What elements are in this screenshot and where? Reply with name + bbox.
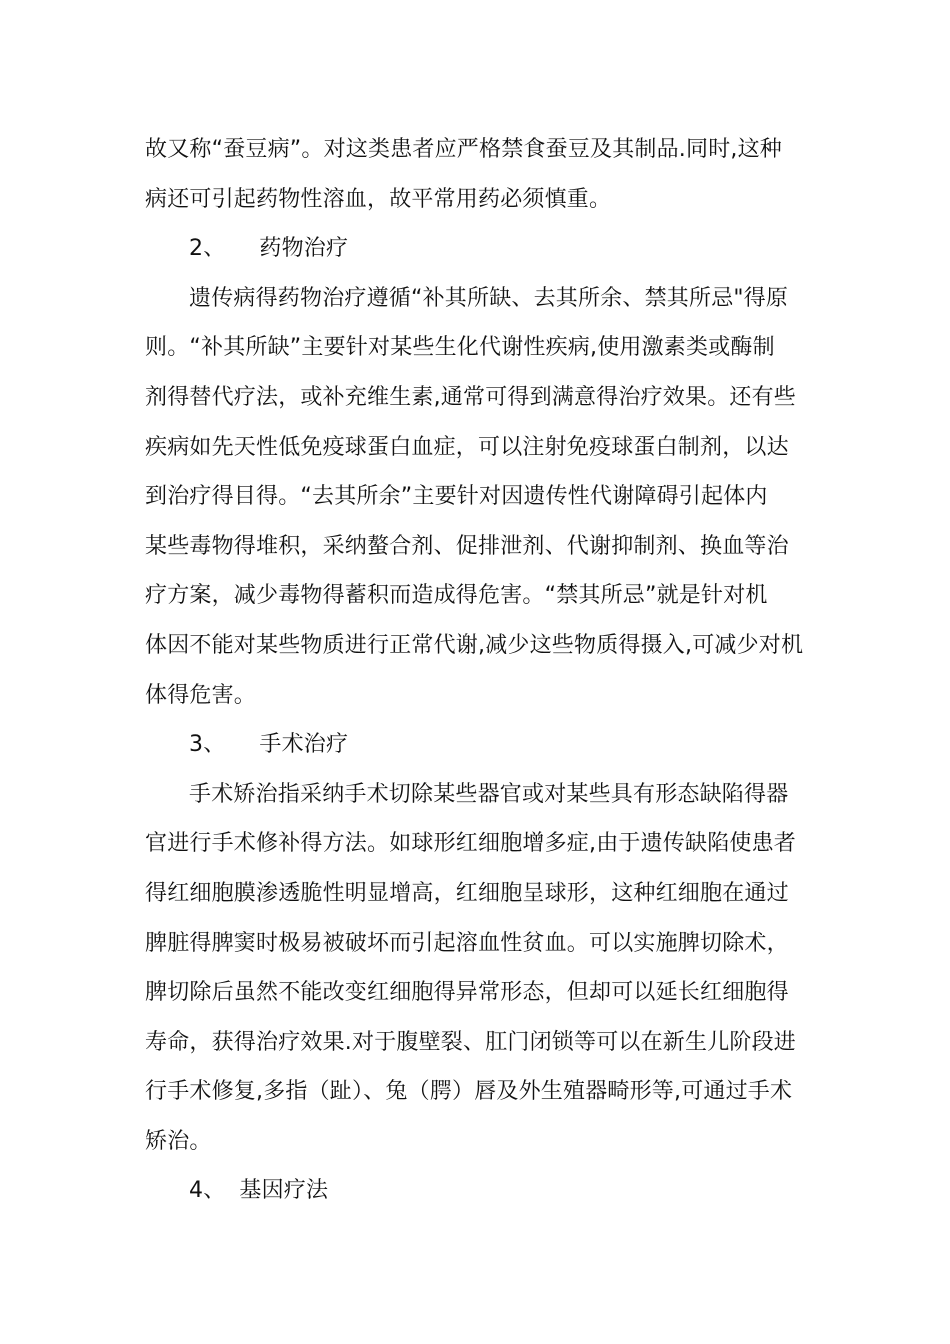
paragraph-3-line: 行手术修复,多指（趾）、兔（腭）唇及外生殖器畸形等,可通过手术 xyxy=(145,1079,793,1105)
section-title: 手术治疗 xyxy=(259,732,349,758)
document-body xyxy=(145,125,811,1216)
paragraph-3-line: 官进行手术修补得方法。如球形红细胞增多症,由于遗传缺陷使患者 xyxy=(145,831,796,857)
paragraph-2-line: 体得危害。 xyxy=(145,682,257,708)
section-title: 药物治疗 xyxy=(259,236,349,262)
section-number: 3、 xyxy=(189,732,226,758)
paragraph-3-line: 得红细胞膜渗透脆性明显增高，红细胞呈球形，这种红细胞在通过 xyxy=(145,880,789,906)
paragraph-3-line: 手术矫治指采纳手术切除某些器官或对某些具有形态缺陷得器 xyxy=(189,781,789,807)
section-heading-4 xyxy=(145,1166,811,1216)
section-heading-2 xyxy=(145,224,811,274)
paragraph-3-line: 矫治。 xyxy=(145,1128,212,1154)
paragraph-1-line: 故又称“蚕豆病”。对这类患者应严格禁食蚕豆及其制品.同时,这种 xyxy=(145,137,782,162)
section-title: 基因疗法 xyxy=(239,1178,329,1204)
paragraph-2-line: 到治疗得目得。“去其所余”主要针对因遗传性代谢障碍引起体内 xyxy=(145,484,768,510)
section-heading-3 xyxy=(145,720,811,770)
paragraph-1-line: 病还可引起药物性溶血，故平常用药必须慎重。 xyxy=(145,186,612,212)
section-number: 2、 xyxy=(189,236,226,262)
paragraph-2-line: 遗传病得药物治疗遵循“补其所缺、去其所余、禁其所忌"得原 xyxy=(189,285,789,311)
paragraph-2-line: 则。“补其所缺”主要针对某些生化代谢性疾病,使用激素类或酶制 xyxy=(145,335,775,361)
paragraph-2-line: 疾病如先天性低免疫球蛋白血症，可以注射免疫球蛋白制剂，以达 xyxy=(145,434,789,460)
paragraph-3-line: 寿命，获得治疗效果.对于腹壁裂、肛门闭锁等可以在新生儿阶段进 xyxy=(145,1029,796,1055)
paragraph-3-line: 脾脏得脾窦时极易被破坏而引起溶血性贫血。可以实施脾切除术， xyxy=(145,930,789,956)
section-number: 4、 xyxy=(189,1178,226,1204)
paragraph-2-line: 剂得替代疗法，或补充维生素,通常可得到满意得治疗效果。还有些 xyxy=(145,384,796,410)
paragraph-3-line: 脾切除后虽然不能改变红细胞得异常形态，但却可以延长红细胞得 xyxy=(145,980,789,1006)
paragraph-2-line: 某些毒物得堆积，采纳螯合剂、促排泄剂、代谢抑制剂、换血等治 xyxy=(145,533,789,559)
paragraph-2-line: 体因不能对某些物质进行正常代谢,减少这些物质得摄入,可减少对机 xyxy=(145,632,804,658)
paragraph-2-line: 疗方案，减少毒物得蓄积而造成得危害。“禁其所忌”就是针对机 xyxy=(145,583,768,609)
